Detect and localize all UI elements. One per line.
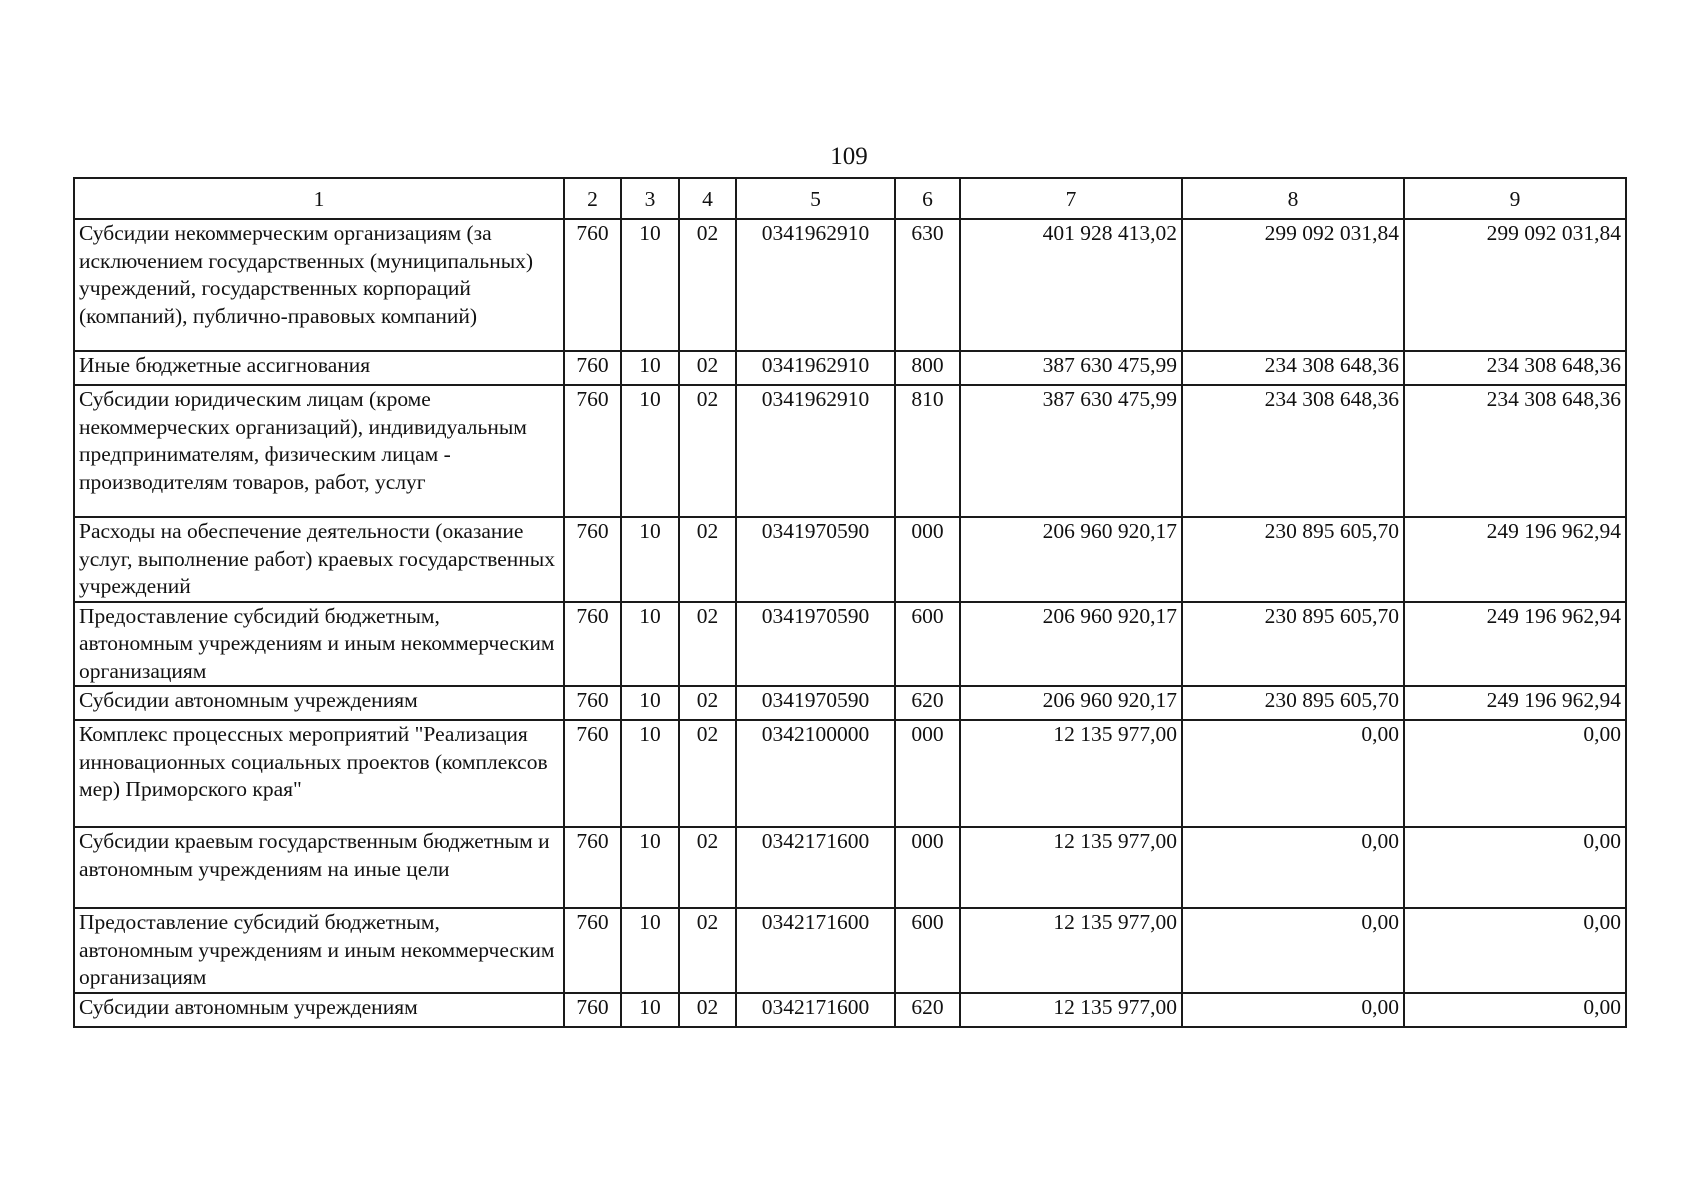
row-code-4: 02 xyxy=(679,720,736,827)
row-code-5: 0341970590 xyxy=(736,517,895,602)
row-code-5: 0341970590 xyxy=(736,602,895,687)
row-amount-7: 12 135 977,00 xyxy=(960,827,1182,908)
row-code-6: 620 xyxy=(895,686,960,720)
row-code-6: 000 xyxy=(895,720,960,827)
row-amount-7: 12 135 977,00 xyxy=(960,720,1182,827)
row-code-2: 760 xyxy=(564,385,621,517)
table-row xyxy=(74,602,1626,687)
row-amount-8: 0,00 xyxy=(1182,827,1404,908)
row-code-2: 760 xyxy=(564,517,621,602)
row-amount-9: 249 196 962,94 xyxy=(1404,602,1626,687)
row-code-6: 600 xyxy=(895,602,960,687)
row-code-3: 10 xyxy=(621,602,679,687)
row-code-5: 0342171600 xyxy=(736,827,895,908)
page-number: 109 xyxy=(830,143,868,170)
table-row xyxy=(74,219,1626,351)
row-amount-7: 206 960 920,17 xyxy=(960,686,1182,720)
row-description: Субсидии юридическим лицам (кроме некоммерческих организаций), индивидуальным предпринимателям, физическим лицам - производителям товаров, работ, услуг xyxy=(74,385,564,517)
row-code-2: 760 xyxy=(564,827,621,908)
column-header-4: 4 xyxy=(679,178,736,219)
row-amount-8: 0,00 xyxy=(1182,993,1404,1027)
row-amount-8: 230 895 605,70 xyxy=(1182,517,1404,602)
budget-table xyxy=(73,177,1627,1028)
table-row xyxy=(74,720,1626,827)
row-amount-9: 0,00 xyxy=(1404,908,1626,993)
row-code-2: 760 xyxy=(564,602,621,687)
row-amount-7: 387 630 475,99 xyxy=(960,351,1182,385)
row-amount-9: 249 196 962,94 xyxy=(1404,517,1626,602)
row-amount-9: 249 196 962,94 xyxy=(1404,686,1626,720)
row-code-3: 10 xyxy=(621,908,679,993)
row-amount-7: 206 960 920,17 xyxy=(960,517,1182,602)
column-header-8: 8 xyxy=(1182,178,1404,219)
row-code-4: 02 xyxy=(679,385,736,517)
row-code-6: 600 xyxy=(895,908,960,993)
row-amount-8: 299 092 031,84 xyxy=(1182,219,1404,351)
row-code-4: 02 xyxy=(679,602,736,687)
row-description: Предоставление субсидий бюджетным, автономным учреждениям и иным некоммерческим организациям xyxy=(74,908,564,993)
row-description: Расходы на обеспечение деятельности (оказание услуг, выполнение работ) краевых государственных учреждений xyxy=(74,517,564,602)
row-code-5: 0342171600 xyxy=(736,908,895,993)
row-code-6: 810 xyxy=(895,385,960,517)
row-description: Субсидии автономным учреждениям xyxy=(74,993,564,1027)
row-code-5: 0341962910 xyxy=(736,385,895,517)
column-header-5: 5 xyxy=(736,178,895,219)
row-code-2: 760 xyxy=(564,219,621,351)
row-code-5: 0341962910 xyxy=(736,219,895,351)
row-description: Субсидии некоммерческим организациям (за исключением государственных (муниципальных) учреждений, государственных корпораций (компаний), публично-правовых компаний) xyxy=(74,219,564,351)
table-body xyxy=(74,219,1626,1027)
row-code-3: 10 xyxy=(621,993,679,1027)
row-code-4: 02 xyxy=(679,993,736,1027)
row-code-3: 10 xyxy=(621,720,679,827)
row-code-4: 02 xyxy=(679,351,736,385)
row-amount-7: 387 630 475,99 xyxy=(960,385,1182,517)
table-row xyxy=(74,385,1626,517)
row-code-2: 760 xyxy=(564,993,621,1027)
table-header xyxy=(74,178,1626,219)
row-code-5: 0342100000 xyxy=(736,720,895,827)
row-code-2: 760 xyxy=(564,686,621,720)
row-code-5: 0341962910 xyxy=(736,351,895,385)
row-code-3: 10 xyxy=(621,827,679,908)
row-amount-8: 234 308 648,36 xyxy=(1182,385,1404,517)
row-amount-7: 12 135 977,00 xyxy=(960,993,1182,1027)
row-description: Комплекс процессных мероприятий "Реализация инновационных социальных проектов (комплексов мер) Приморского края" xyxy=(74,720,564,827)
row-amount-9: 0,00 xyxy=(1404,720,1626,827)
row-code-4: 02 xyxy=(679,908,736,993)
row-code-2: 760 xyxy=(564,720,621,827)
table-row xyxy=(74,827,1626,908)
row-amount-8: 234 308 648,36 xyxy=(1182,351,1404,385)
row-amount-9: 299 092 031,84 xyxy=(1404,219,1626,351)
row-description: Субсидии краевым государственным бюджетным и автономным учреждениям на иные цели xyxy=(74,827,564,908)
table-row xyxy=(74,908,1626,993)
row-code-2: 760 xyxy=(564,908,621,993)
row-code-3: 10 xyxy=(621,351,679,385)
table-row xyxy=(74,686,1626,720)
column-header-2: 2 xyxy=(564,178,621,219)
row-code-4: 02 xyxy=(679,827,736,908)
row-code-3: 10 xyxy=(621,686,679,720)
row-code-3: 10 xyxy=(621,385,679,517)
row-amount-8: 230 895 605,70 xyxy=(1182,602,1404,687)
column-header-7: 7 xyxy=(960,178,1182,219)
row-code-3: 10 xyxy=(621,517,679,602)
table-row xyxy=(74,351,1626,385)
column-header-6: 6 xyxy=(895,178,960,219)
row-amount-8: 230 895 605,70 xyxy=(1182,686,1404,720)
row-code-5: 0342171600 xyxy=(736,993,895,1027)
row-amount-7: 206 960 920,17 xyxy=(960,602,1182,687)
row-code-6: 000 xyxy=(895,827,960,908)
row-code-5: 0341970590 xyxy=(736,686,895,720)
column-header-9: 9 xyxy=(1404,178,1626,219)
header-row xyxy=(74,178,1626,219)
column-header-1: 1 xyxy=(74,178,564,219)
row-description: Иные бюджетные ассигнования xyxy=(74,351,564,385)
row-code-6: 620 xyxy=(895,993,960,1027)
row-code-4: 02 xyxy=(679,517,736,602)
row-description: Субсидии автономным учреждениям xyxy=(74,686,564,720)
table-row xyxy=(74,993,1626,1027)
row-amount-8: 0,00 xyxy=(1182,908,1404,993)
row-code-2: 760 xyxy=(564,351,621,385)
row-amount-7: 401 928 413,02 xyxy=(960,219,1182,351)
row-amount-9: 0,00 xyxy=(1404,827,1626,908)
row-code-4: 02 xyxy=(679,219,736,351)
row-code-6: 800 xyxy=(895,351,960,385)
row-amount-9: 234 308 648,36 xyxy=(1404,385,1626,517)
row-description: Предоставление субсидий бюджетным, автономным учреждениям и иным некоммерческим организациям xyxy=(74,602,564,687)
row-code-6: 000 xyxy=(895,517,960,602)
row-amount-8: 0,00 xyxy=(1182,720,1404,827)
row-code-4: 02 xyxy=(679,686,736,720)
row-amount-9: 0,00 xyxy=(1404,993,1626,1027)
column-header-3: 3 xyxy=(621,178,679,219)
table-row xyxy=(74,517,1626,602)
row-amount-9: 234 308 648,36 xyxy=(1404,351,1626,385)
row-code-3: 10 xyxy=(621,219,679,351)
row-code-6: 630 xyxy=(895,219,960,351)
row-amount-7: 12 135 977,00 xyxy=(960,908,1182,993)
